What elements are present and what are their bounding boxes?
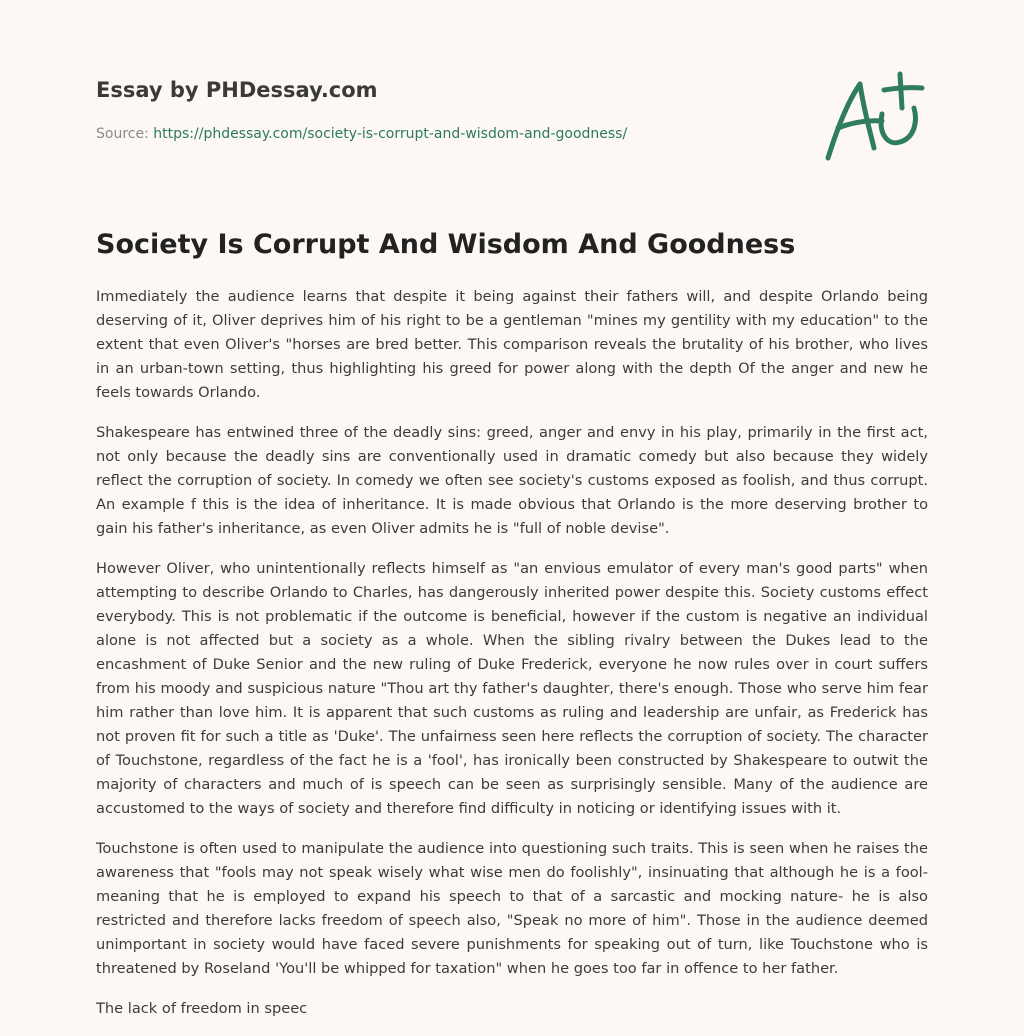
essay-paragraph-1: Immediately the audience learns that despite it being against their fathers will, and despite Orlando being deserving of it, Oliver deprives him of his right to be a gentleman "mines my gentility with my education" to the extent that even Oliver's "horses are bred better. This comparison reveals the brutality of his brother, who lives in an urban-town setting, thus highlighting his greed for power along with the depth Of the anger and new he feels towards Orlando. <box>96 288 928 401</box>
a-plus-logo-icon <box>818 66 930 166</box>
essay-paragraph-4: Touchstone is often used to manipulate the audience into questioning such traits. This is seen when he raises the awareness that "fools may not speak wisely what wise men do foolishly", insinuating that although he is a fool- meaning that he is employed to expand his speech to that of a sarcastic and mocking nature- he is also restricted and therefore lacks freedom of speech also, "Speak no more of him". Those in the audience deemed unimportant in society would have faced severe punishments for speaking out of turn, like Touchstone who is threatened by Roseland 'You'll be whipped for taxation" when he goes too far in offence to her father. <box>96 840 928 977</box>
brand-title: Essay by PHDessay.com <box>96 78 378 102</box>
essay-paragraph-3: However Oliver, who unintentionally reflects himself as "an envious emulator of every man's good parts" when attempting to describe Orlando to Charles, has dangerously inherited power despite this. Society customs effect everybody. This is not problematic if the outcome is beneficial, however if the custom is negative an individual alone is not affected but a society as a whole. When the sibling rivalry between the Dukes lead to the encashment of Duke Senior and the new ruling of Duke Frederick, everyone he now rules over in court suffers from his moody and suspicious nature "Thou art thy father's daughter, there's enough. Those who serve him fear him rather than love him. It is apparent that such customs as ruling and leadership are unfair, as Frederick has not proven fit for such a title as 'Duke'. The unfairness seen here reflects the corruption of society. The character of Touchstone, regardless of the fact he is a 'fool', has ironically been constructed by Shakespeare to outwit the majority of characters and much of is speech can be seen as surprisingly sensible. Many of the audience are accustomed to the ways of society and therefore find difficulty in noticing or identifying issues with it. <box>96 560 928 817</box>
source-link[interactable]: https://phdessay.com/society-is-corrupt-and-wisdom-and-goodness/ <box>153 126 628 142</box>
essay-header <box>96 76 736 144</box>
essay-title: Society Is Corrupt And Wisdom And Goodness <box>96 229 796 260</box>
essay-body <box>96 285 928 1036</box>
essay-paragraph-5: The lack of freedom in speec <box>96 1000 308 1017</box>
source-label: Source: <box>96 126 149 142</box>
source-line <box>96 124 736 144</box>
essay-paragraph-2: Shakespeare has entwined three of the deadly sins: greed, anger and envy in his play, primarily in the first act, not only because the deadly sins are conventionally used in dramatic comedy but also because they widely reflect the corruption of society. In comedy we often see society's customs exposed as foolish, and thus corrupt. An example f this is the idea of inheritance. It is made obvious that Orlando is the more deserving brother to gain his father's inheritance, as even Oliver admits he is "full of noble devise". <box>96 424 928 537</box>
